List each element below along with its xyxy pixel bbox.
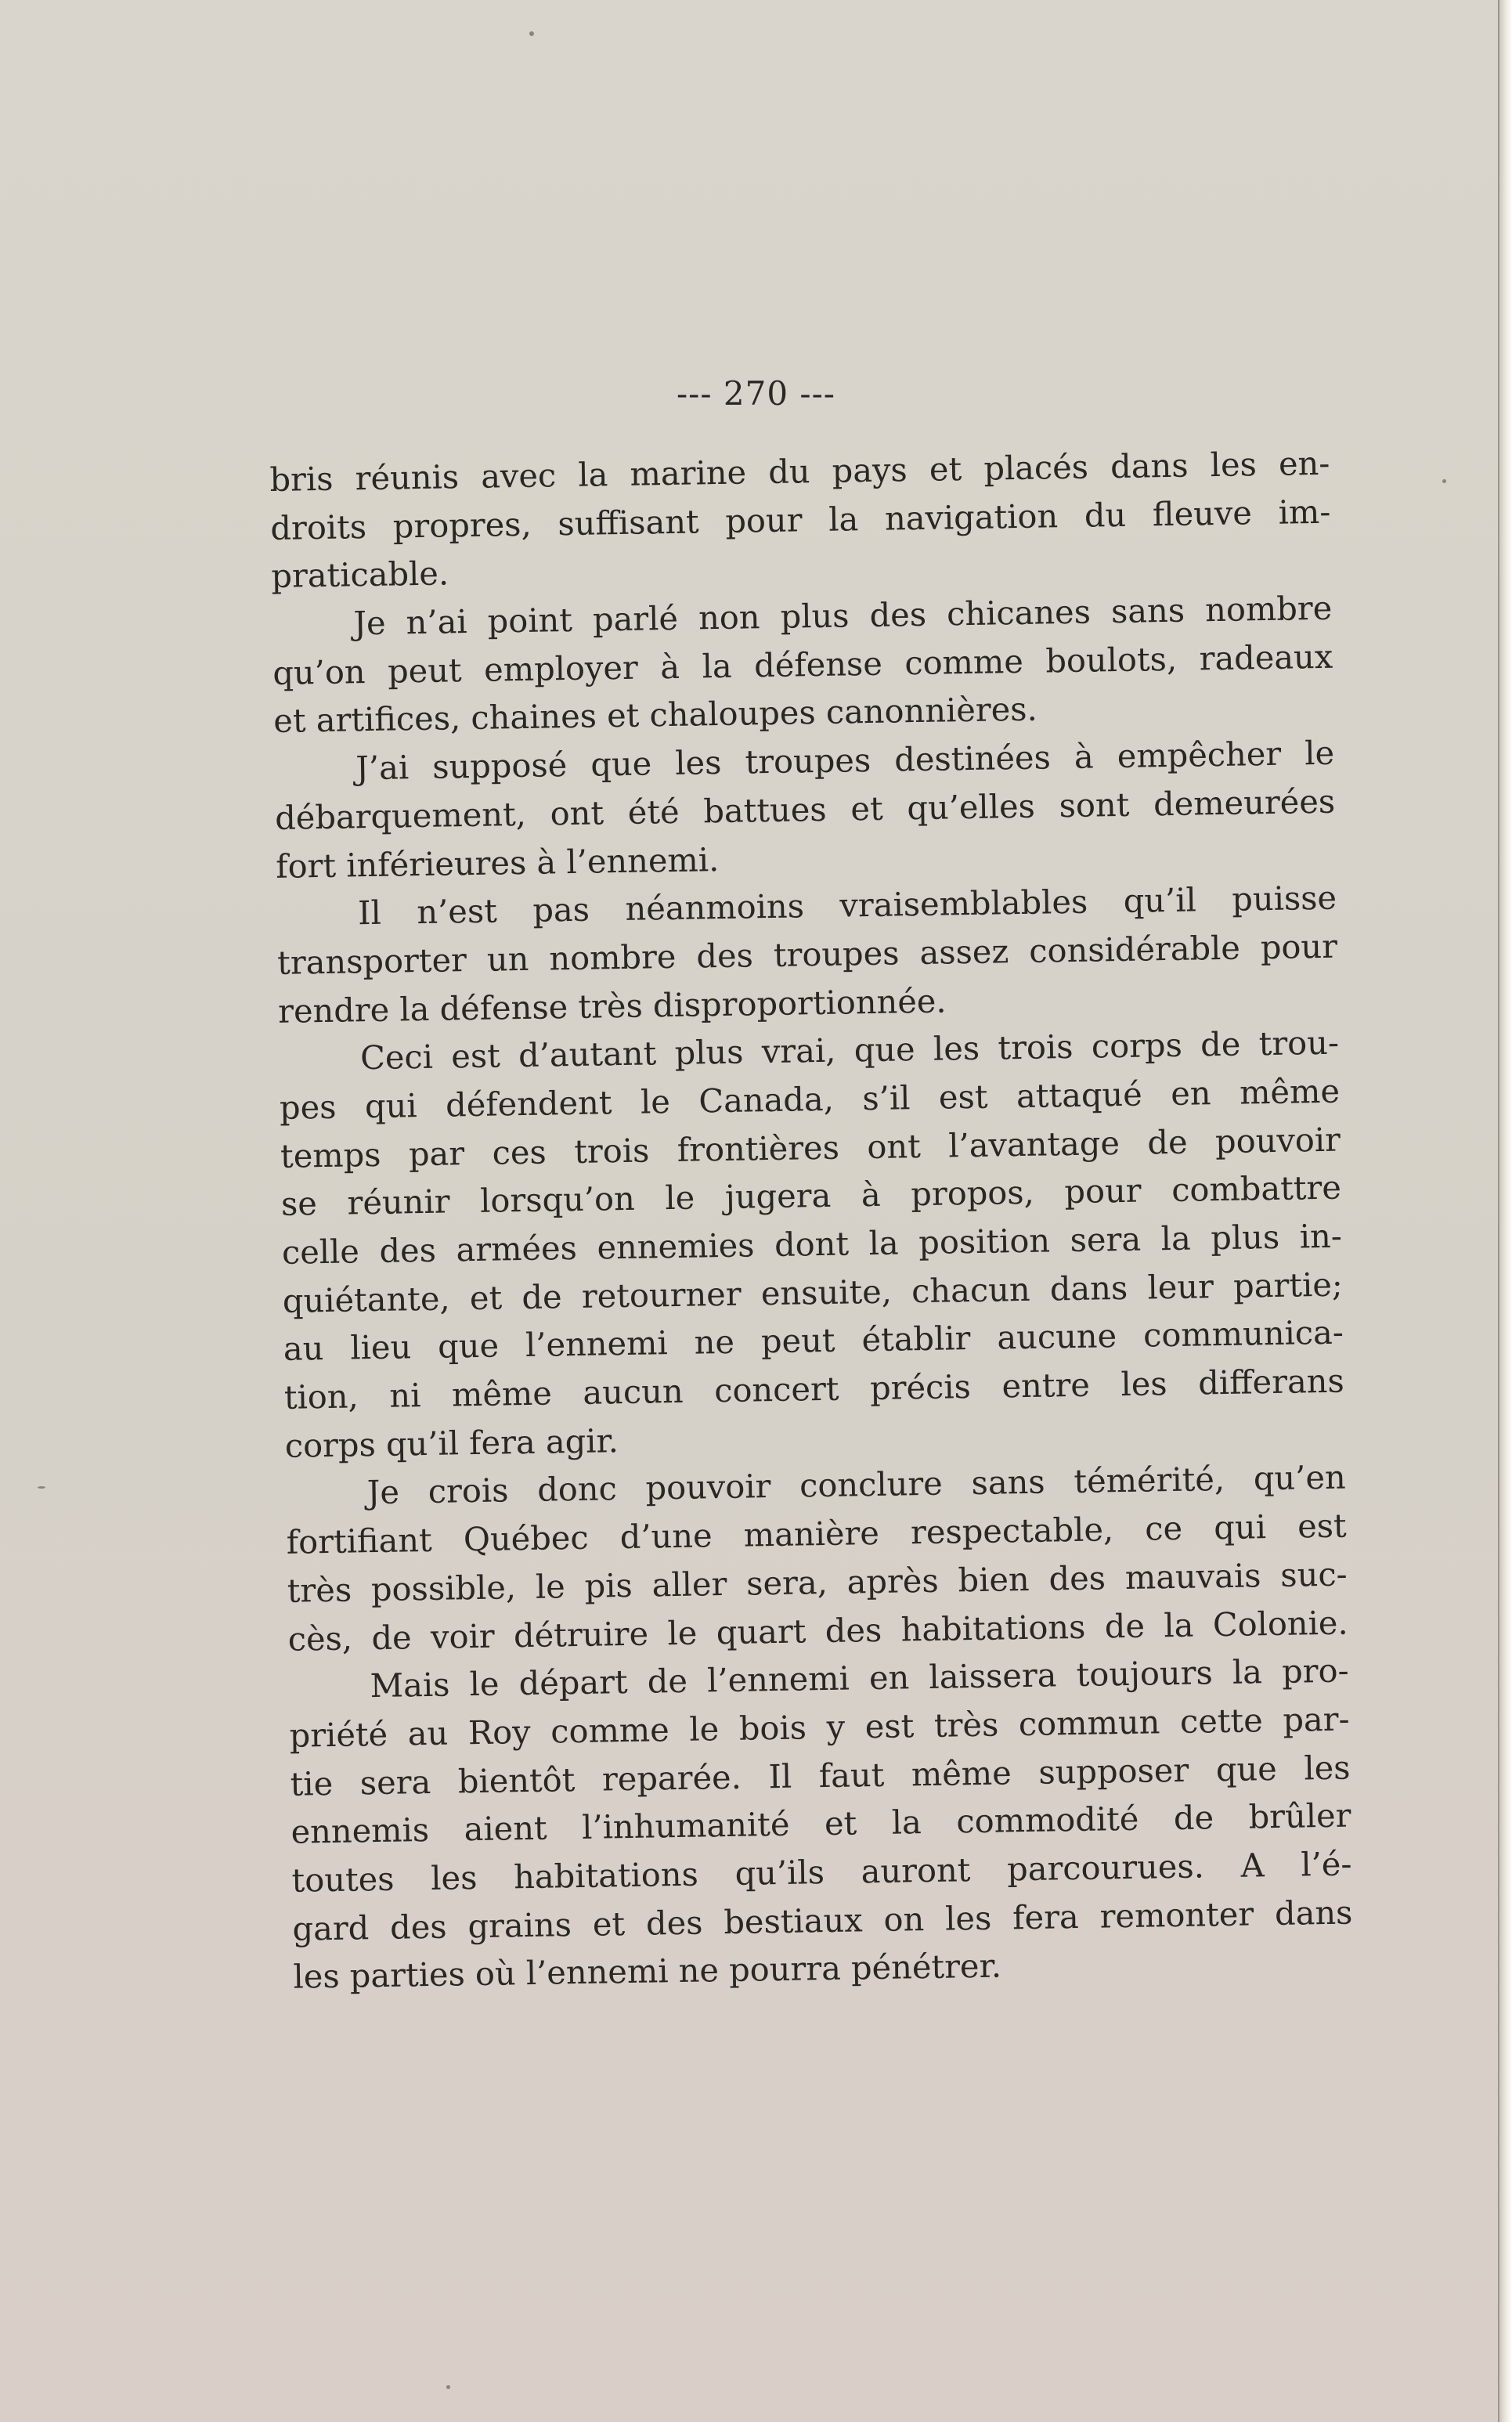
text-line: débarquement, ont été battues et qu’elles sont demeurées bbox=[274, 781, 1336, 837]
text-line: les parties où l’ennemi ne pourra pénétrer. bbox=[293, 1946, 1002, 1997]
text-line: tie sera bientôt reparée. Il faut même supposer que les bbox=[290, 1748, 1351, 1803]
text-line: pes qui défendent le Canada, s’il est attaqué en même bbox=[279, 1071, 1341, 1127]
paper-speck bbox=[446, 2385, 450, 2389]
text-line: fortifiant Québec d’une manière respectable, ce qui est bbox=[286, 1506, 1348, 1561]
text-line: quiétante, et de retourner ensuite, chacun dans leur partie; bbox=[282, 1265, 1344, 1320]
text-line: praticable. bbox=[271, 554, 449, 596]
text-line: temps par ces trois frontières ont l’avantage de pouvoir bbox=[280, 1120, 1341, 1175]
text-line: corps qu’il fera agir. bbox=[284, 1420, 619, 1465]
text-line: Je n’ai point parlé non plus des chicanes sans nombre bbox=[352, 588, 1333, 643]
text-line: Ceci est d’autant plus vrai, que les trois corps de trou- bbox=[359, 1023, 1340, 1077]
body-text bbox=[269, 439, 1354, 2001]
text-line: ennemis aient l’inhumanité et la commodité de brûler bbox=[290, 1796, 1351, 1852]
text-line: cès, de voir détruire le quart des habitations de la Colonie. bbox=[287, 1603, 1348, 1659]
text-line: bris réunis avec la marine du pays et placés dans les en- bbox=[269, 443, 1330, 499]
text-line: tion, ni même aucun concert précis entre les differans bbox=[283, 1361, 1345, 1417]
paper-speck bbox=[1442, 479, 1446, 483]
text-line: transporter un nombre des troupes assez considérable pour bbox=[276, 926, 1338, 982]
text-line: Il n’est pas néanmoins vraisemblables qu’il puisse bbox=[357, 878, 1337, 933]
page-edge bbox=[1498, 0, 1512, 2422]
text-line: qu’on peut employer à la défense comme boulots, radeaux bbox=[272, 637, 1333, 692]
text-line: au lieu que l’ennemi ne peut établir aucune communica- bbox=[283, 1312, 1344, 1369]
text-line: droits propres, suffisant pour la navigation du fleuve im- bbox=[270, 492, 1331, 547]
text-line: priété au Roy comme le bois y est très commun cette par- bbox=[289, 1699, 1350, 1755]
text-line: J’ai supposé que les troupes destinées à empêcher le bbox=[355, 733, 1335, 788]
paper-speck bbox=[38, 1486, 45, 1489]
page-number: --- 270 --- bbox=[676, 374, 835, 413]
text-line: fort inférieures à l’ennemi. bbox=[275, 839, 720, 886]
text-line: très possible, le pis aller sera, après bien des mauvais suc- bbox=[287, 1554, 1348, 1610]
paper-speck bbox=[529, 31, 534, 36]
text-line: Je crois donc pouvoir conclure sans témérité, qu’en bbox=[366, 1458, 1347, 1512]
text-line: celle des armées ennemies dont la position sera la plus in- bbox=[281, 1216, 1343, 1272]
text-line: gard des grains et des bestiaux on les fera remonter dans bbox=[292, 1893, 1353, 1948]
text-line: se réunir lorsqu’on le jugera à propos, pour combattre bbox=[280, 1168, 1342, 1224]
text-line: toutes les habitations qu’ils auront parcourues. A l’é- bbox=[291, 1844, 1352, 1900]
text-line: Mais le départ de l’ennemi en laissera toujours la pro- bbox=[370, 1651, 1349, 1706]
text-line: rendre la défense très disproportionnée. bbox=[277, 981, 947, 1031]
text-line: et artifices, chaines et chaloupes canonnières. bbox=[272, 690, 1038, 741]
